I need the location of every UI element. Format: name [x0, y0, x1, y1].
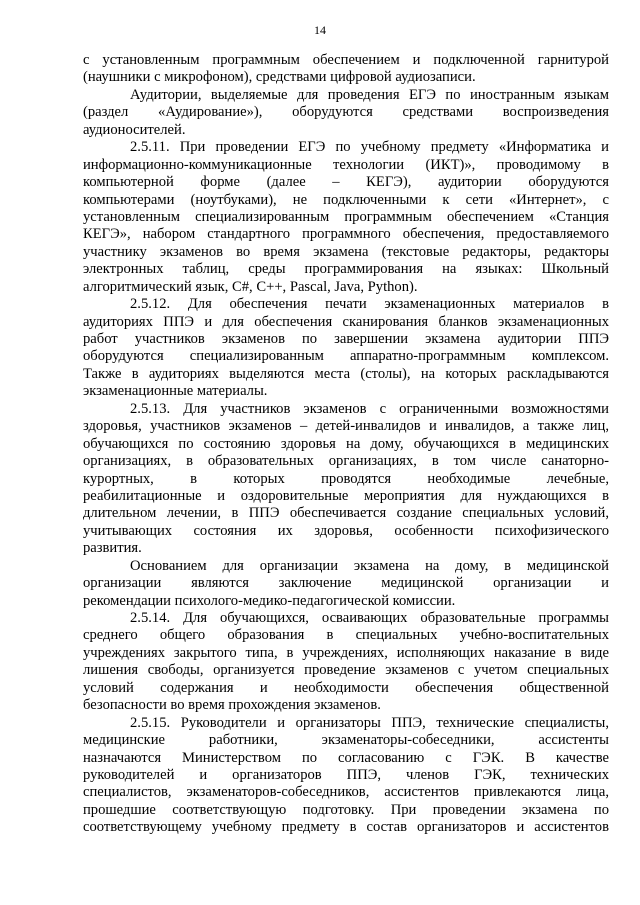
text-line: реабилитационные и оздоровительные мероприятия для нуждающихся в [83, 487, 609, 504]
page-number: 14 [314, 23, 326, 37]
paragraph [83, 296, 609, 401]
text-line: 2.5.14. Для обучающихся, осваивающих образовательные программы [130, 610, 609, 626]
paragraph [83, 401, 609, 558]
paragraph [83, 715, 609, 837]
text-line: 2.5.15. Руководители и организаторы ППЭ, технические специалисты, [130, 714, 609, 731]
text-line: условий содержания и необходимости обеспечения общественной [83, 679, 609, 696]
text-line: с установленным программным обеспечением и подключенной гарнитурой [83, 52, 609, 68]
text-line: (раздел «Аудирование»), оборудуются средствами воспроизведения [83, 104, 609, 121]
text-line: участнику экзаменов во время экзамена (текстовые редакторы, редакторы [83, 243, 609, 260]
text-line: Также в аудиториях выделяются места (столы), на которых раскладываются [83, 365, 609, 382]
text-line: 2.5.11. При проведении ЕГЭ по учебному предмету «Информатика и [130, 139, 609, 156]
text-line: обучающихся по состоянию здоровья на дому, обучающихся в медицинских [83, 435, 609, 452]
paragraph [83, 139, 609, 296]
text-line: Аудитории, выделяемые для проведения ЕГЭ по иностранным языкам [130, 86, 609, 103]
paragraph [83, 52, 609, 87]
text-line: учитывающих состояния их здоровья, особенности психофизического [83, 522, 609, 539]
text-line: развития. [83, 540, 142, 557]
text-line: курортных, в которых проводятся необходимые лечебные, [83, 470, 609, 487]
text-line: прошедшие соответствующую подготовку. При проведении экзамена по [83, 801, 609, 818]
text-line: лишения свободы, организуется проведение экзаменов с учетом специальных [83, 662, 609, 679]
text-line: 2.5.13. Для участников экзаменов с ограниченными возможностями [130, 400, 609, 417]
text-line: алгоритмический язык, C#, C++, Pascal, Java, Python). [83, 278, 418, 295]
text-line: соответствующему учебному предмету в состав организаторов и ассистентов [83, 819, 609, 836]
text-line: Основанием для организации экзамена на дому, в медицинской [130, 557, 609, 574]
paragraph [83, 558, 609, 610]
text-line: информационно-коммуникационные технологии (ИКТ)», проводимому в [83, 156, 609, 173]
text-line: аудионосителей. [83, 121, 186, 138]
paragraph [83, 87, 609, 139]
document-body [83, 52, 609, 837]
text-line: электронных таблиц, среды программирования на языках: Школьный [83, 261, 609, 278]
paragraph [83, 610, 609, 715]
text-line: работ участников экзаменов по завершении экзамена аудитории ППЭ [83, 331, 609, 347]
text-line: учреждениях закрытого типа, в учреждениях, исполняющих наказание в виде [83, 644, 609, 661]
text-line: безопасности во время прохождения экзаменов. [83, 697, 381, 714]
text-line: назначаются Министерством по согласованию с ГЭК. В качестве [83, 749, 609, 766]
text-line: организациях, в образовательных организациях, в том числе санаторно- [83, 453, 609, 470]
text-line: (наушники с микрофоном), средствами цифровой аудиозаписи. [83, 69, 476, 86]
text-line: специалистов, экзаменаторов-собеседников, ассистентов привлекаются лица, [83, 784, 609, 801]
text-line: длительном лечении, в ППЭ обеспечивается создание специальных условий, [83, 505, 609, 522]
text-line: экзаменационные материалы. [83, 383, 268, 400]
text-line: организации являются заключение медицинской организации и [83, 575, 609, 592]
text-line: установленным специализированным программным обеспечением «Станция [83, 208, 609, 225]
text-line: компьютерами (ноутбуками), не подключенными к сети «Интернет», с [83, 191, 609, 208]
text-line: оборудуются специализированным аппаратно-программным комплексом. [83, 348, 609, 365]
text-line: медицинские работники, экзаменаторы-собеседники, ассистенты [83, 732, 609, 749]
text-line: среднего общего образования в специальных учебно-воспитательных [83, 627, 609, 644]
text-line: руководителей и организаторов ППЭ, членов ГЭК, технических [83, 766, 609, 783]
text-line: КЕГЭ», набором стандартного программного обеспечения, предоставляемого [83, 226, 609, 243]
text-line: компьютерной форме (далее – КЕГЭ), аудитории оборудуются [83, 174, 609, 191]
text-line: рекомендации психолого-медико-педагогической комиссии. [83, 592, 456, 609]
text-line: 2.5.12. Для обеспечения печати экзаменационных материалов в [130, 296, 609, 313]
text-line: аудиториях ППЭ и для обеспечения сканирования бланков экзаменационных [83, 313, 609, 330]
text-line: здоровья, участников экзаменов – детей-инвалидов и инвалидов, а также лиц, [83, 418, 609, 435]
